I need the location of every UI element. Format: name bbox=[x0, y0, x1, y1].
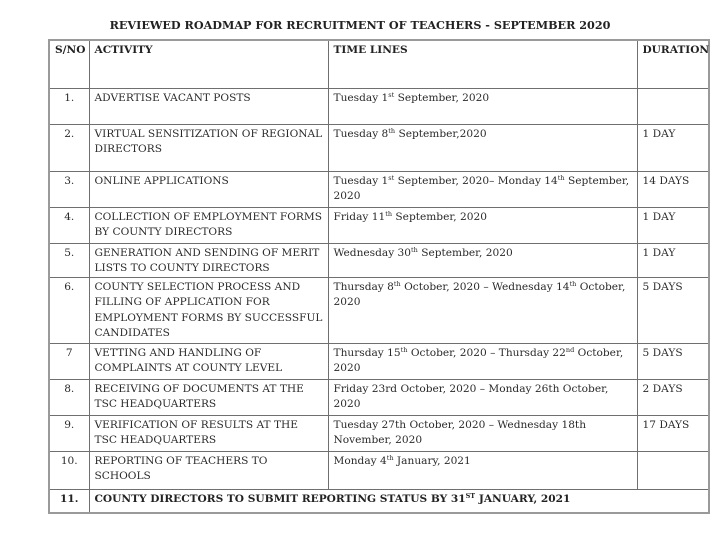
table-row bbox=[49, 171, 709, 207]
header-timelines: TIME LINES bbox=[328, 40, 637, 88]
cell-activity: VIRTUAL SENSITIZATION OF REGIONAL DIRECTORS bbox=[89, 124, 328, 171]
cell-activity: ADVERTISE VACANT POSTS bbox=[89, 88, 328, 124]
cell-sno: 4. bbox=[49, 207, 89, 243]
cell-duration: 1 DAY bbox=[637, 243, 709, 277]
cell-activity: COUNTY SELECTION PROCESS AND FILLING OF APPLICATION FOR EMPLOYMENT FORMS BY SUCCESSFUL CANDIDATES bbox=[89, 277, 328, 343]
cell-sno: 7 bbox=[49, 343, 89, 379]
header-duration: DURATION bbox=[637, 40, 709, 88]
cell-activity: COLLECTION OF EMPLOYMENT FORMS BY COUNTY DIRECTORS bbox=[89, 207, 328, 243]
cell-duration: 5 DAYS bbox=[637, 277, 709, 343]
text-segment: JANUARY, 2021 bbox=[475, 492, 571, 505]
text-segment: Tuesday 1 bbox=[333, 174, 389, 187]
cell-sno: 2. bbox=[49, 124, 89, 171]
text-segment: Friday 11 bbox=[333, 210, 386, 223]
header-sno: S/NO bbox=[49, 40, 89, 88]
cell-activity: GENERATION AND SENDING OF MERIT LISTS TO COUNTY DIRECTORS bbox=[89, 243, 328, 277]
text-segment: Thursday 8 bbox=[333, 280, 394, 293]
cell-duration bbox=[637, 88, 709, 124]
ordinal-suffix: th bbox=[393, 279, 401, 288]
table-row bbox=[49, 415, 709, 451]
text-segment: September,2020 bbox=[395, 127, 487, 140]
text-segment: Friday 23rd October, 2020 – Monday 26th October, 2020 bbox=[333, 382, 609, 410]
text-segment: October, 2020 – Wednesday 14 bbox=[400, 280, 570, 293]
cell-timeline bbox=[328, 379, 637, 415]
text-segment: September, 2020– Monday 14 bbox=[394, 174, 558, 187]
table-row bbox=[49, 379, 709, 415]
table-row bbox=[49, 243, 709, 277]
ordinal-suffix: st bbox=[388, 90, 395, 99]
cell-activity: VERIFICATION OF RESULTS AT THE TSC HEADQUARTERS bbox=[89, 415, 328, 451]
text-segment: January, 2021 bbox=[393, 454, 471, 467]
table-row-final bbox=[49, 489, 709, 513]
ordinal-suffix: th bbox=[400, 345, 408, 354]
cell-activity: ONLINE APPLICATIONS bbox=[89, 171, 328, 207]
text-segment: Tuesday 27th October, 2020 – Wednesday 18th November, 2020 bbox=[333, 418, 587, 446]
cell-activity: VETTING AND HANDLING OF COMPLAINTS AT COUNTY LEVEL bbox=[89, 343, 328, 379]
cell-sno: 1. bbox=[49, 88, 89, 124]
table-header-row bbox=[49, 40, 709, 88]
text-segment: September, 2020 bbox=[417, 246, 513, 259]
cell-activity: REPORTING OF TEACHERS TO SCHOOLS bbox=[89, 451, 328, 489]
ordinal-suffix: th bbox=[411, 245, 418, 254]
ordinal-suffix: nd bbox=[565, 345, 575, 354]
cell-timeline bbox=[328, 451, 637, 489]
text-segment: October, 2020 bbox=[333, 280, 626, 308]
cell-timeline bbox=[328, 343, 637, 379]
cell-sno: 6. bbox=[49, 277, 89, 343]
cell-sno: 10. bbox=[49, 451, 89, 489]
ordinal-suffix: th bbox=[388, 126, 396, 135]
text-segment: October, 2020 – Thursday 22 bbox=[407, 346, 566, 359]
text-segment: September, 2020 bbox=[333, 174, 630, 202]
table-row bbox=[49, 124, 709, 171]
text-segment: Wednesday 30 bbox=[333, 246, 412, 259]
cell-duration bbox=[637, 451, 709, 489]
ordinal-suffix: th bbox=[386, 453, 394, 462]
ordinal-suffix: st bbox=[388, 173, 395, 182]
cell-duration: 5 DAYS bbox=[637, 343, 709, 379]
text-segment: Thursday 15 bbox=[333, 346, 401, 359]
cell-timeline bbox=[328, 243, 637, 277]
cell-final-note bbox=[89, 489, 709, 513]
text-segment: Tuesday 8 bbox=[333, 127, 389, 140]
table-body bbox=[49, 88, 709, 513]
cell-timeline bbox=[328, 124, 637, 171]
cell-timeline bbox=[328, 277, 637, 343]
table-row bbox=[49, 207, 709, 243]
text-segment: COUNTY DIRECTORS TO SUBMIT REPORTING STATUS BY 31 bbox=[94, 492, 466, 505]
cell-sno: 9. bbox=[49, 415, 89, 451]
cell-duration: 1 DAY bbox=[637, 124, 709, 171]
cell-timeline bbox=[328, 88, 637, 124]
cell-sno: 5. bbox=[49, 243, 89, 277]
roadmap-table bbox=[48, 39, 710, 514]
document-title: REVIEWED ROADMAP FOR RECRUITMENT OF TEACHERS - SEPTEMBER 2020 bbox=[109, 18, 611, 32]
text-segment: October, 2020 bbox=[333, 346, 624, 374]
ordinal-suffix: th bbox=[385, 209, 393, 218]
text-segment: Monday 4 bbox=[333, 454, 387, 467]
cell-sno: 3. bbox=[49, 171, 89, 207]
ordinal-suffix: th bbox=[569, 279, 577, 288]
cell-duration: 2 DAYS bbox=[637, 379, 709, 415]
cell-duration: 14 DAYS bbox=[637, 171, 709, 207]
ordinal-suffix: ST bbox=[465, 491, 476, 500]
cell-timeline bbox=[328, 207, 637, 243]
cell-sno: 11. bbox=[49, 489, 89, 513]
text-segment: September, 2020 bbox=[394, 91, 490, 104]
cell-sno: 8. bbox=[49, 379, 89, 415]
table-row bbox=[49, 451, 709, 489]
cell-timeline bbox=[328, 171, 637, 207]
text-segment: September, 2020 bbox=[392, 210, 487, 223]
table-row bbox=[49, 277, 709, 343]
table-row bbox=[49, 343, 709, 379]
cell-duration: 1 DAY bbox=[637, 207, 709, 243]
cell-activity: RECEIVING OF DOCUMENTS AT THE TSC HEADQUARTERS bbox=[89, 379, 328, 415]
table-row bbox=[49, 88, 709, 124]
ordinal-suffix: th bbox=[557, 173, 565, 182]
cell-duration: 17 DAYS bbox=[637, 415, 709, 451]
header-activity: ACTIVITY bbox=[89, 40, 328, 88]
text-segment: Tuesday 1 bbox=[333, 91, 389, 104]
cell-timeline bbox=[328, 415, 637, 451]
